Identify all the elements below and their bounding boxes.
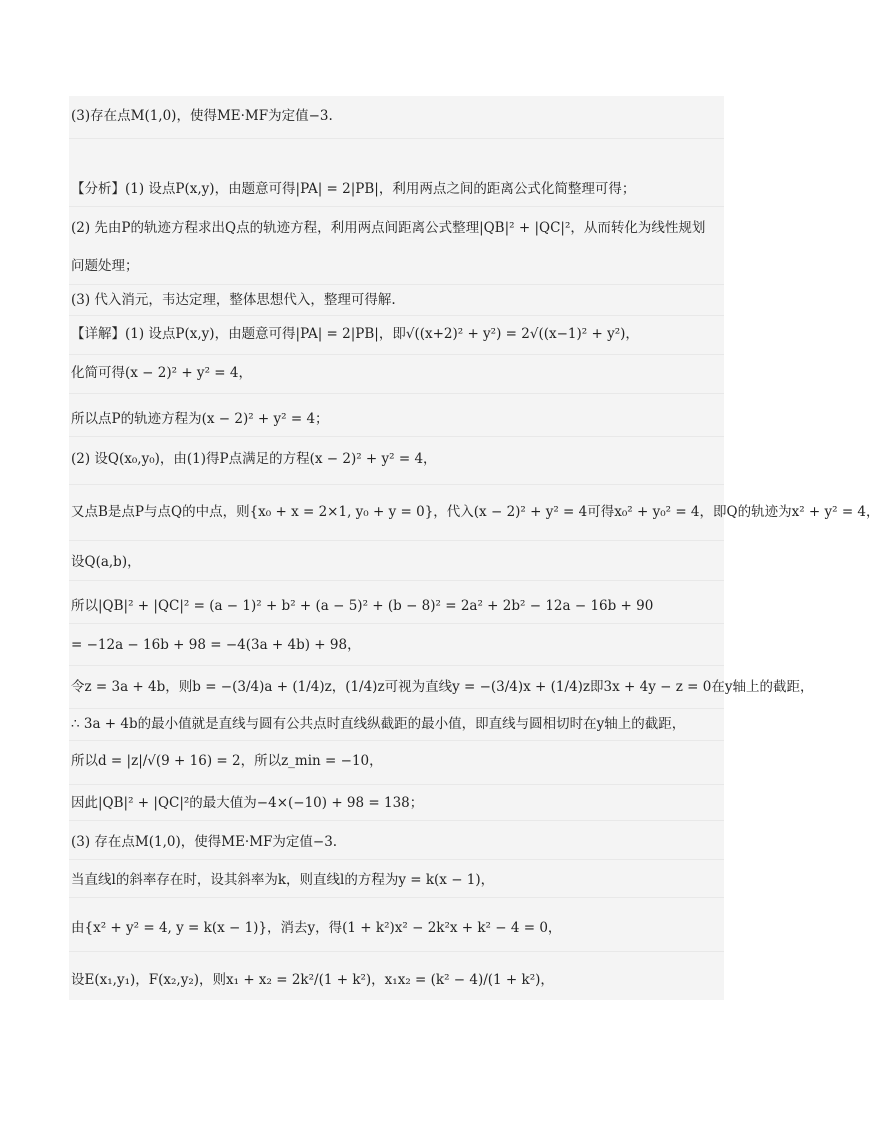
text-line: 所以d = |z|/√(9 + 16) = 2，所以z_min = −10， <box>71 753 383 769</box>
text-line: = −12a − 16b + 98 = −4(3a + 4b) + 98， <box>71 637 361 653</box>
divider <box>69 580 724 581</box>
text-line: 化简可得(x − 2)² + y² = 4， <box>71 365 252 381</box>
text-line: 所以点P的轨迹方程为(x − 2)² + y² = 4； <box>71 411 329 427</box>
divider <box>69 740 724 741</box>
text-line: (3) 存在点M(1,0)，使得ME·MF为定值−3. <box>71 834 338 850</box>
divider <box>69 138 724 139</box>
divider <box>69 708 724 709</box>
text-line: 又点B是点P与点Q的中点，则{x₀ + x = 2×1, y₀ + y = 0}，代入(x − 2)² + y² = 4可得x₀² + y₀² = 4，即Q的轨迹为x² + y² = 4， <box>71 504 880 520</box>
divider <box>69 484 724 485</box>
divider <box>69 354 724 355</box>
divider <box>69 436 724 437</box>
divider <box>69 665 724 666</box>
text-line: 由{x² + y² = 4, y = k(x − 1)}，消去y，得(1 + k²)x² − 2k²x + k² − 4 = 0， <box>71 920 562 936</box>
text-line: ∴ 3a + 4b的最小值就是直线与圆有公共点时直线纵截距的最小值，即直线与圆相切时在y轴上的截距， <box>71 716 686 732</box>
divider <box>69 540 724 541</box>
divider <box>69 393 724 394</box>
text-line: 所以|QB|² + |QC|² = (a − 1)² + b² + (a − 5)² + (b − 8)² = 2a² + 2b² − 12a − 16b + 90 <box>71 598 654 614</box>
text-line: 令z = 3a + 4b，则b = −(3/4)a + (1/4)z，(1/4)z可视为直线y = −(3/4)x + (1/4)z即3x + 4y − z = 0在y轴上的截距， <box>71 679 814 695</box>
document-page <box>69 96 880 1000</box>
text-line: 【分析】(1) 设点P(x,y)，由题意可得|PA| = 2|PB|，利用两点之间的距离公式化简整理可得； <box>71 181 636 197</box>
divider <box>69 784 724 785</box>
divider <box>69 315 724 316</box>
text-line: (2) 设Q(x₀,y₀)，由(1)得P点满足的方程(x − 2)² + y² = 4， <box>71 451 437 467</box>
divider <box>69 206 724 207</box>
divider <box>69 951 724 952</box>
text-line: 设Q(a,b)， <box>71 554 141 570</box>
text-line: (2) 先由P的轨迹方程求出Q点的轨迹方程，利用两点间距离公式整理|QB|² + |QC|²，从而转化为线性规划 <box>71 220 706 236</box>
text-line: (3) 代入消元，韦达定理，整体思想代入，整理可得解. <box>71 292 396 308</box>
divider <box>69 820 724 821</box>
divider <box>69 623 724 624</box>
text-line: 因此|QB|² + |QC|²的最大值为−4×(−10) + 98 = 138； <box>71 795 424 811</box>
text-line: 问题处理； <box>71 258 139 274</box>
text-line: (3)存在点M(1,0)，使得ME·MF为定值−3. <box>71 108 333 124</box>
divider <box>69 859 724 860</box>
text-line: 【详解】(1) 设点P(x,y)，由题意可得|PA| = 2|PB|，即√((x+2)² + y²) = 2√((x−1)² + y²)， <box>71 326 639 342</box>
divider <box>69 284 724 285</box>
divider <box>69 897 724 898</box>
text-line: 设E(x₁,y₁)，F(x₂,y₂)，则x₁ + x₂ = 2k²/(1 + k²)，x₁x₂ = (k² − 4)/(1 + k²)， <box>71 972 554 988</box>
text-line: 当直线l的斜率存在时，设其斜率为k，则直线l的方程为y = k(x − 1)， <box>71 872 495 888</box>
